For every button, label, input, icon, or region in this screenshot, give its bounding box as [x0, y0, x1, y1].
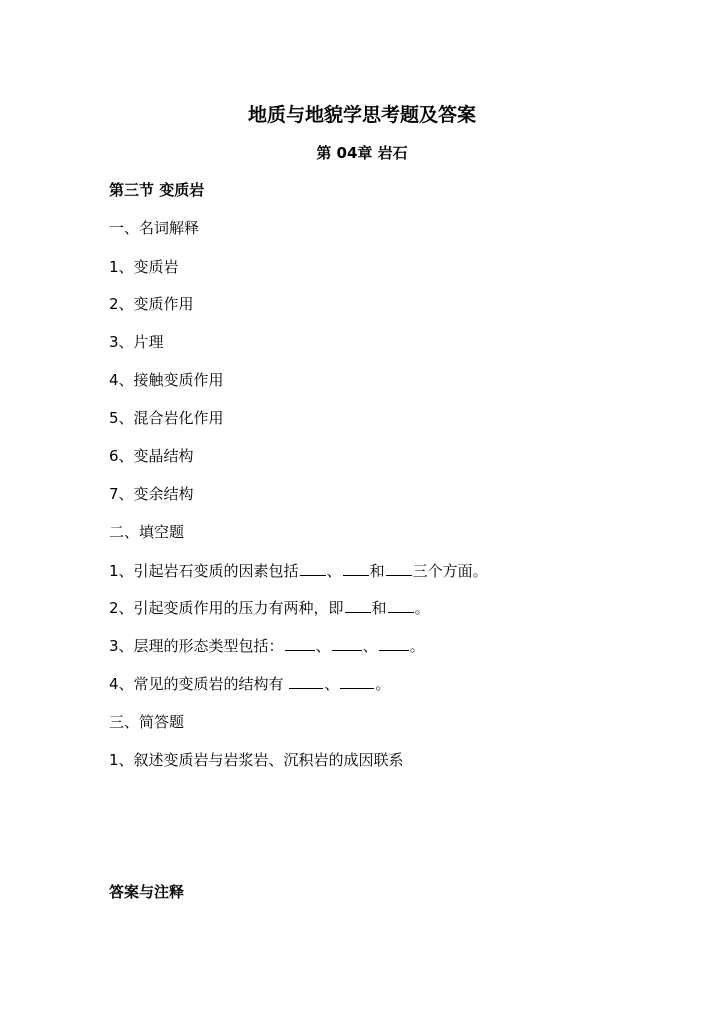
- term-item: 2、变质作用: [109, 295, 194, 313]
- part2-heading: 二、填空题: [109, 523, 185, 541]
- answer-blank: [379, 636, 409, 651]
- term-item: 7、变余结构: [109, 485, 194, 503]
- fill-question-1: [109, 561, 488, 581]
- question-text: 4、常见的变质岩的结构有: [109, 675, 284, 693]
- question-text: 1、引起岩石变质的因素包括: [109, 562, 299, 580]
- answer-blank: [386, 561, 412, 576]
- answer-blank: [285, 636, 315, 651]
- answer-blank: [343, 561, 369, 576]
- short-answer-item: 1、叙述变质岩与岩浆岩、沉积岩的成因联系: [109, 751, 404, 769]
- separator: 和: [369, 562, 385, 580]
- answer-blank: [340, 674, 374, 689]
- separator: 、: [362, 637, 378, 655]
- question-text: 3、层理的形态类型包括：: [109, 637, 284, 655]
- fill-question-2: [109, 598, 430, 618]
- question-ending: 。: [375, 675, 391, 693]
- chapter-heading: 第 04章 岩石: [316, 144, 408, 162]
- term-item: 4、接触变质作用: [109, 371, 224, 389]
- section-heading: 第三节 变质岩: [109, 181, 205, 199]
- answer-blank: [332, 636, 362, 651]
- part1-heading: 一、名词解释: [109, 219, 200, 237]
- fill-question-4: [109, 674, 390, 694]
- term-item: 3、片理: [109, 333, 164, 351]
- term-item: 5、混合岩化作用: [109, 409, 224, 427]
- answer-blank: [300, 561, 326, 576]
- separator: 、: [315, 637, 331, 655]
- question-ending: 。: [414, 599, 430, 617]
- separator: 、: [326, 562, 342, 580]
- document-title: 地质与地貌学思考题及答案: [247, 104, 476, 126]
- answer-blank: [345, 598, 371, 613]
- fill-question-3: [109, 636, 425, 656]
- separator: 和: [371, 599, 387, 617]
- answer-blank: [289, 674, 323, 689]
- answers-heading: 答案与注释: [109, 883, 185, 901]
- answer-blank: [388, 598, 414, 613]
- question-ending: 。: [409, 637, 425, 655]
- question-ending: 三个方面。: [412, 562, 488, 580]
- term-item: 6、变晶结构: [109, 447, 194, 465]
- separator: 、: [324, 675, 340, 693]
- term-item: 1、变质岩: [109, 258, 179, 276]
- question-text: 2、引起变质作用的压力有两种，即: [109, 599, 344, 617]
- part3-heading: 三、简答题: [109, 713, 185, 731]
